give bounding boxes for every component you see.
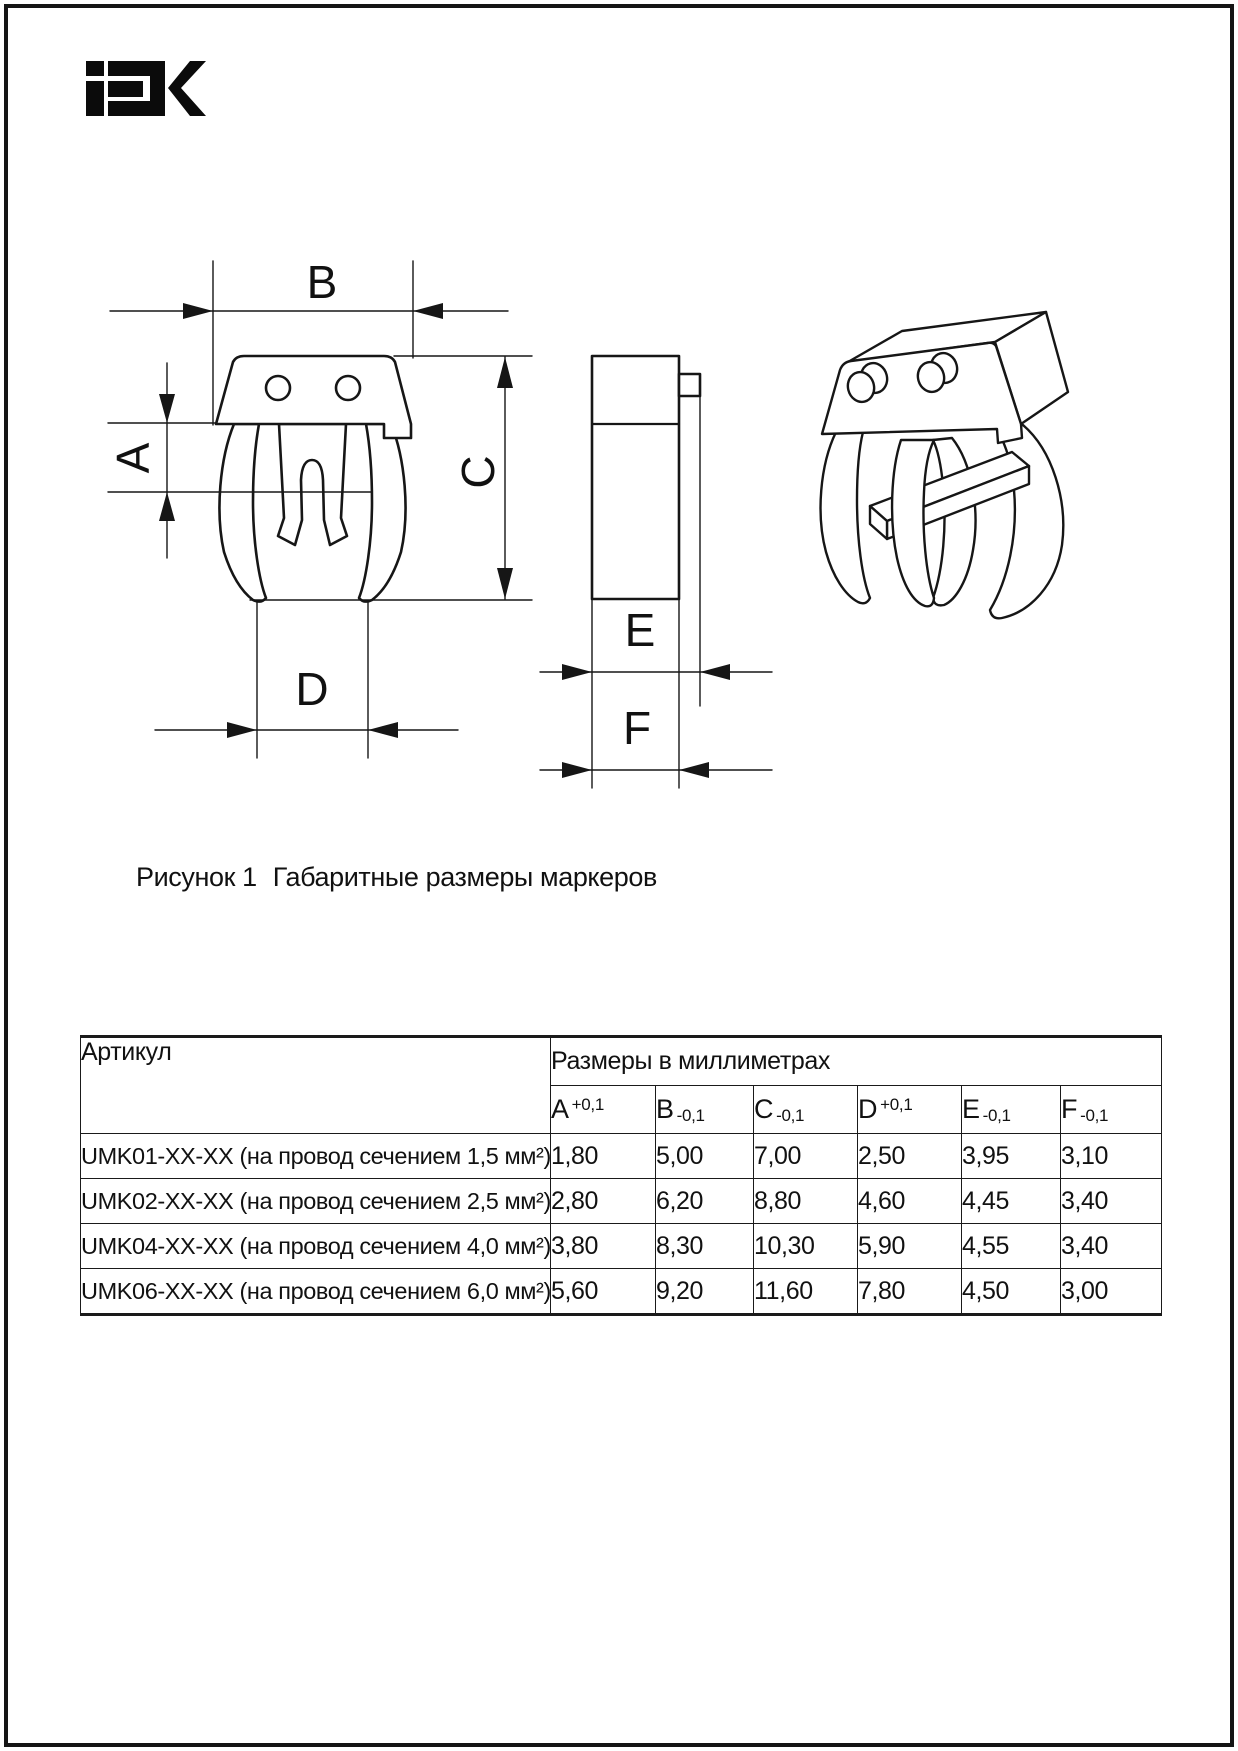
dim-letter: A	[551, 1094, 569, 1124]
table-row	[81, 1179, 1162, 1224]
table-row	[81, 1224, 1162, 1269]
iso-left-leg	[821, 432, 870, 603]
dimensions-table	[80, 1035, 1162, 1316]
front-right-leg	[359, 424, 406, 602]
arrow-f-left	[562, 762, 592, 778]
cell-value: 3,80	[551, 1224, 656, 1269]
cell-value: 8,30	[656, 1224, 754, 1269]
cell-value: 5,60	[551, 1269, 656, 1315]
dim-tolerance: -0,1	[1080, 1106, 1109, 1125]
table-row	[81, 1134, 1162, 1179]
arrow-b-right	[413, 303, 443, 319]
column-header-dim-d	[858, 1086, 962, 1134]
front-left-leg	[219, 424, 266, 602]
dim-label-f: F	[622, 702, 652, 754]
table-row	[81, 1269, 1162, 1315]
dim-letter: B	[656, 1094, 674, 1124]
arrow-c-bottom	[497, 568, 513, 599]
front-hole-right	[336, 376, 360, 400]
side-body	[592, 356, 679, 599]
cell-value: 3,00	[1061, 1269, 1162, 1315]
side-tab	[679, 374, 700, 396]
cell-value: 3,40	[1061, 1224, 1162, 1269]
cell-value: 7,80	[858, 1269, 962, 1315]
logo-text	[0, 0, 1, 1]
column-header-dim-b	[656, 1086, 754, 1134]
cell-value: 4,55	[962, 1224, 1061, 1269]
cell-value: 3,95	[962, 1134, 1061, 1179]
cell-value: 1,80	[551, 1134, 656, 1179]
front-hole-left	[266, 376, 290, 400]
side-view	[592, 356, 700, 599]
cell-article: UMK06-XX-XX (на провод сечением 6,0 мм²)	[81, 1269, 551, 1315]
logo-k-arms	[168, 61, 206, 116]
iso-center-right-prong	[933, 438, 975, 605]
column-header-dim-c	[754, 1086, 858, 1134]
technical-drawing	[0, 230, 1238, 810]
dim-label-c: C	[452, 455, 504, 489]
cell-article: UMK02-XX-XX (на провод сечением 2,5 мм²)	[81, 1179, 551, 1224]
front-center-prongs	[278, 424, 347, 545]
table-header-row-1	[81, 1037, 1162, 1086]
dim-label-b: B	[306, 256, 338, 308]
cell-value: 8,80	[754, 1179, 858, 1224]
cell-article: UMK04-XX-XX (на провод сечением 4,0 мм²)	[81, 1224, 551, 1269]
cell-value: 10,30	[754, 1224, 858, 1269]
cell-article: UMK01-XX-XX (на провод сечением 1,5 мм²)	[81, 1134, 551, 1179]
cell-value: 4,50	[962, 1269, 1061, 1315]
arrow-e-right	[700, 664, 730, 680]
iek-logo	[84, 56, 210, 118]
dim-label-d: D	[295, 663, 329, 715]
arrow-f-right	[679, 762, 709, 778]
dim-letter: F	[1061, 1094, 1078, 1124]
dim-letter: E	[962, 1094, 980, 1124]
dim-tolerance: -0,1	[776, 1106, 805, 1125]
arrow-b-left	[183, 303, 213, 319]
arrow-c-top	[497, 357, 513, 388]
cell-value: 4,60	[858, 1179, 962, 1224]
dim-tolerance: -0,1	[676, 1106, 705, 1125]
column-header-dim-f	[1061, 1086, 1162, 1134]
cell-value: 3,40	[1061, 1179, 1162, 1224]
cell-value: 9,20	[656, 1269, 754, 1315]
cell-value: 3,10	[1061, 1134, 1162, 1179]
cell-value: 2,50	[858, 1134, 962, 1179]
logo-e-mid-bar	[108, 81, 143, 97]
cell-value: 6,20	[656, 1179, 754, 1224]
dim-tolerance: +0,1	[571, 1095, 604, 1114]
figure-caption	[136, 862, 657, 893]
cell-value: 11,60	[754, 1269, 858, 1315]
cell-value: 4,45	[962, 1179, 1061, 1224]
arrow-a-bottom	[159, 492, 175, 521]
dim-tolerance: -0,1	[982, 1106, 1011, 1125]
dim-letter: C	[754, 1094, 774, 1124]
arrow-a-top	[159, 394, 175, 423]
cell-value: 7,00	[754, 1134, 858, 1179]
iso-right-lobe	[990, 425, 1063, 618]
logo-e-bottom-bar	[108, 101, 151, 116]
dim-label-e: E	[624, 604, 656, 656]
isometric-view	[821, 312, 1068, 618]
figure-caption-title: Габаритные размеры маркеров	[272, 862, 657, 892]
cell-value: 5,00	[656, 1134, 754, 1179]
cell-value: 5,90	[858, 1224, 962, 1269]
column-header-dim-e	[962, 1086, 1061, 1134]
figure-caption-number: Рисунок 1	[136, 862, 257, 892]
arrow-d-left	[227, 722, 257, 738]
front-view	[216, 356, 411, 602]
logo-k-stem	[150, 61, 165, 116]
logo-i-dot	[86, 61, 104, 76]
logo-i-bar	[86, 81, 104, 116]
dim-label-a: A	[107, 442, 159, 474]
arrow-e-left	[562, 664, 592, 680]
dim-letter: D	[858, 1094, 878, 1124]
cell-value: 2,80	[551, 1179, 656, 1224]
arrow-d-right	[368, 722, 398, 738]
column-header-sizes: Размеры в миллиметрах	[551, 1037, 1162, 1086]
logo-e-top-bar	[108, 61, 151, 76]
column-header-dim-a	[551, 1086, 656, 1134]
dim-tolerance: +0,1	[880, 1095, 913, 1114]
column-header-article: Артикул	[81, 1037, 551, 1134]
